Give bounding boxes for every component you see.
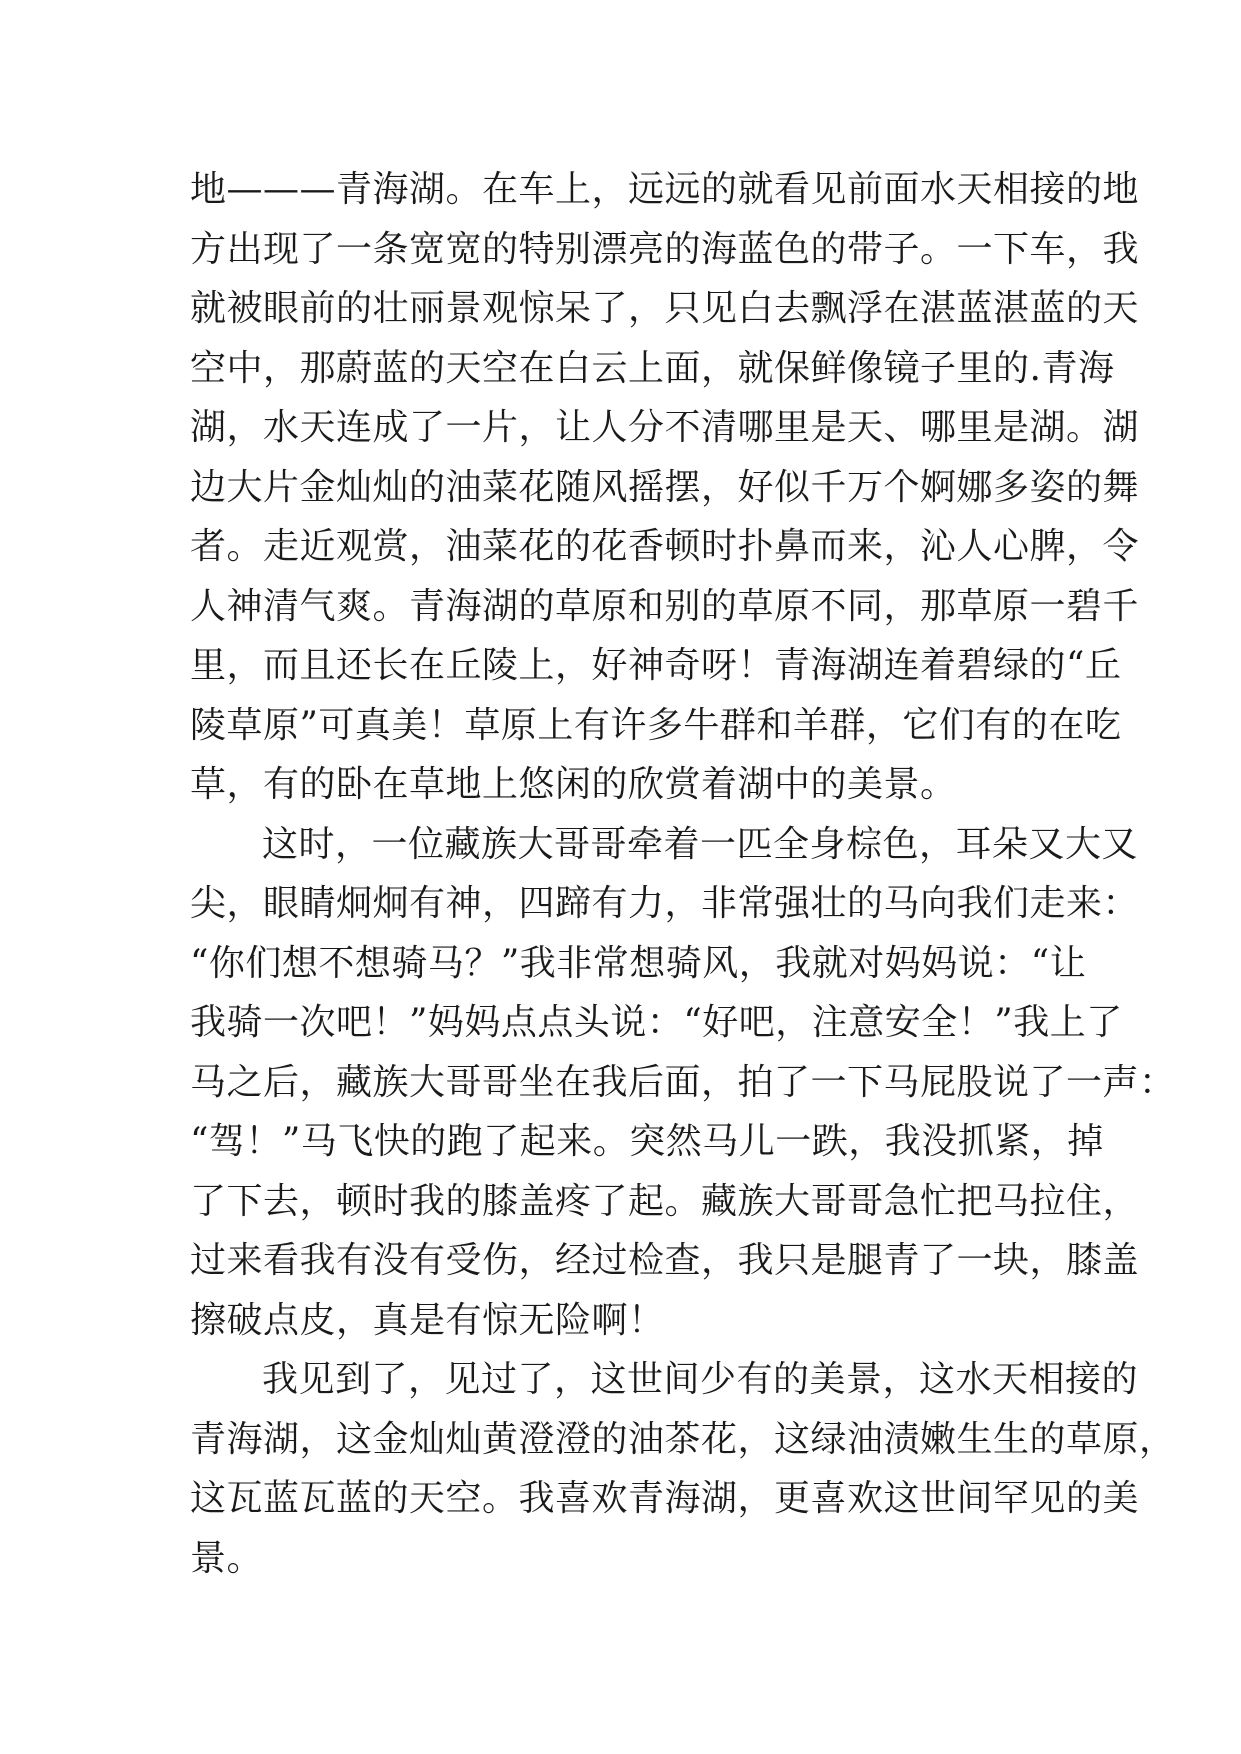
text-line: 这时，一位藏族大哥哥牵着一匹全身棕色，耳朵又大又 bbox=[262, 823, 1139, 865]
text-line: 地———青海湖。在车上，远远的就看见前面水天相接的地 bbox=[190, 169, 1140, 210]
paragraph-2 bbox=[190, 815, 1176, 1351]
text-line: 方出现了一条宽宽的特别漂亮的海蓝色的带子。一下车，我 bbox=[190, 228, 1140, 270]
text-line: 人神清气爽。青海湖的草原和别的草原不同，那草原一碧千 bbox=[190, 585, 1140, 627]
text-line: 边大片金灿灿的油菜花随风摇摆，好似千万个婀娜多姿的舞 bbox=[190, 466, 1140, 508]
text-line: 擦破点皮，真是有惊无险啊！ bbox=[190, 1299, 665, 1341]
text-line: 湖，水天连成了一片，让人分不清哪里是天、哪里是湖。湖 bbox=[190, 407, 1140, 448]
text-line: “驾！”马飞快的跑了起来。突然马儿一跌，我没抓紧，掉 bbox=[190, 1121, 1104, 1162]
text-line: 我骑一次吧！”妈妈点点头说：“好吧，注意安全！”我上了 bbox=[190, 1002, 1123, 1043]
text-line: 过来看我有没有受伤，经过检查，我只是腿青了一块，膝盖 bbox=[190, 1240, 1140, 1281]
paragraph-3 bbox=[190, 1350, 1176, 1588]
essay-body bbox=[190, 160, 1176, 1588]
text-line: “你们想不想骑马？”我非常想骑风，我就对妈妈说：“让 bbox=[190, 942, 1087, 984]
text-line: 这瓦蓝瓦蓝的天空。我喜欢青海湖，更喜欢这世间罕见的美 bbox=[190, 1478, 1140, 1519]
text-line: 就被眼前的壮丽景观惊呆了，只见白去飘浮在湛蓝湛蓝的天 bbox=[190, 288, 1140, 329]
text-line: 尖，眼睛炯炯有神，四蹄有力，非常强壮的马向我们走来： bbox=[190, 883, 1140, 924]
text-line: 空中，那蔚蓝的天空在白云上面，就保鲜像镜子里的.青海 bbox=[190, 347, 1115, 389]
text-line: 景。 bbox=[190, 1537, 264, 1579]
text-line: 了下去，顿时我的膝盖疼了起。藏族大哥哥急忙把马拉住， bbox=[190, 1180, 1140, 1222]
paragraph-1 bbox=[190, 160, 1140, 815]
text-line: 青海湖，这金灿灿黄澄澄的油茶花，这绿油渍嫩生生的草原， bbox=[190, 1418, 1176, 1460]
text-line: 我见到了，见过了，这世间少有的美景，这水天相接的 bbox=[262, 1359, 1139, 1400]
text-line: 草，有的卧在草地上悠闲的欣赏着湖中的美景。 bbox=[190, 764, 957, 805]
text-line: 陵草原”可真美！草原上有许多牛群和羊群，它们有的在吃 bbox=[190, 704, 1122, 746]
text-line: 者。走近观赏，油菜花的花香顿时扑鼻而来，沁人心脾，令 bbox=[190, 526, 1140, 567]
text-line: 马之后，藏族大哥哥坐在我后面，拍了一下马屁股说了一声： bbox=[190, 1061, 1176, 1103]
text-line: 里，而且还长在丘陵上，好神奇呀！青海湖连着碧绿的“丘 bbox=[190, 645, 1122, 686]
